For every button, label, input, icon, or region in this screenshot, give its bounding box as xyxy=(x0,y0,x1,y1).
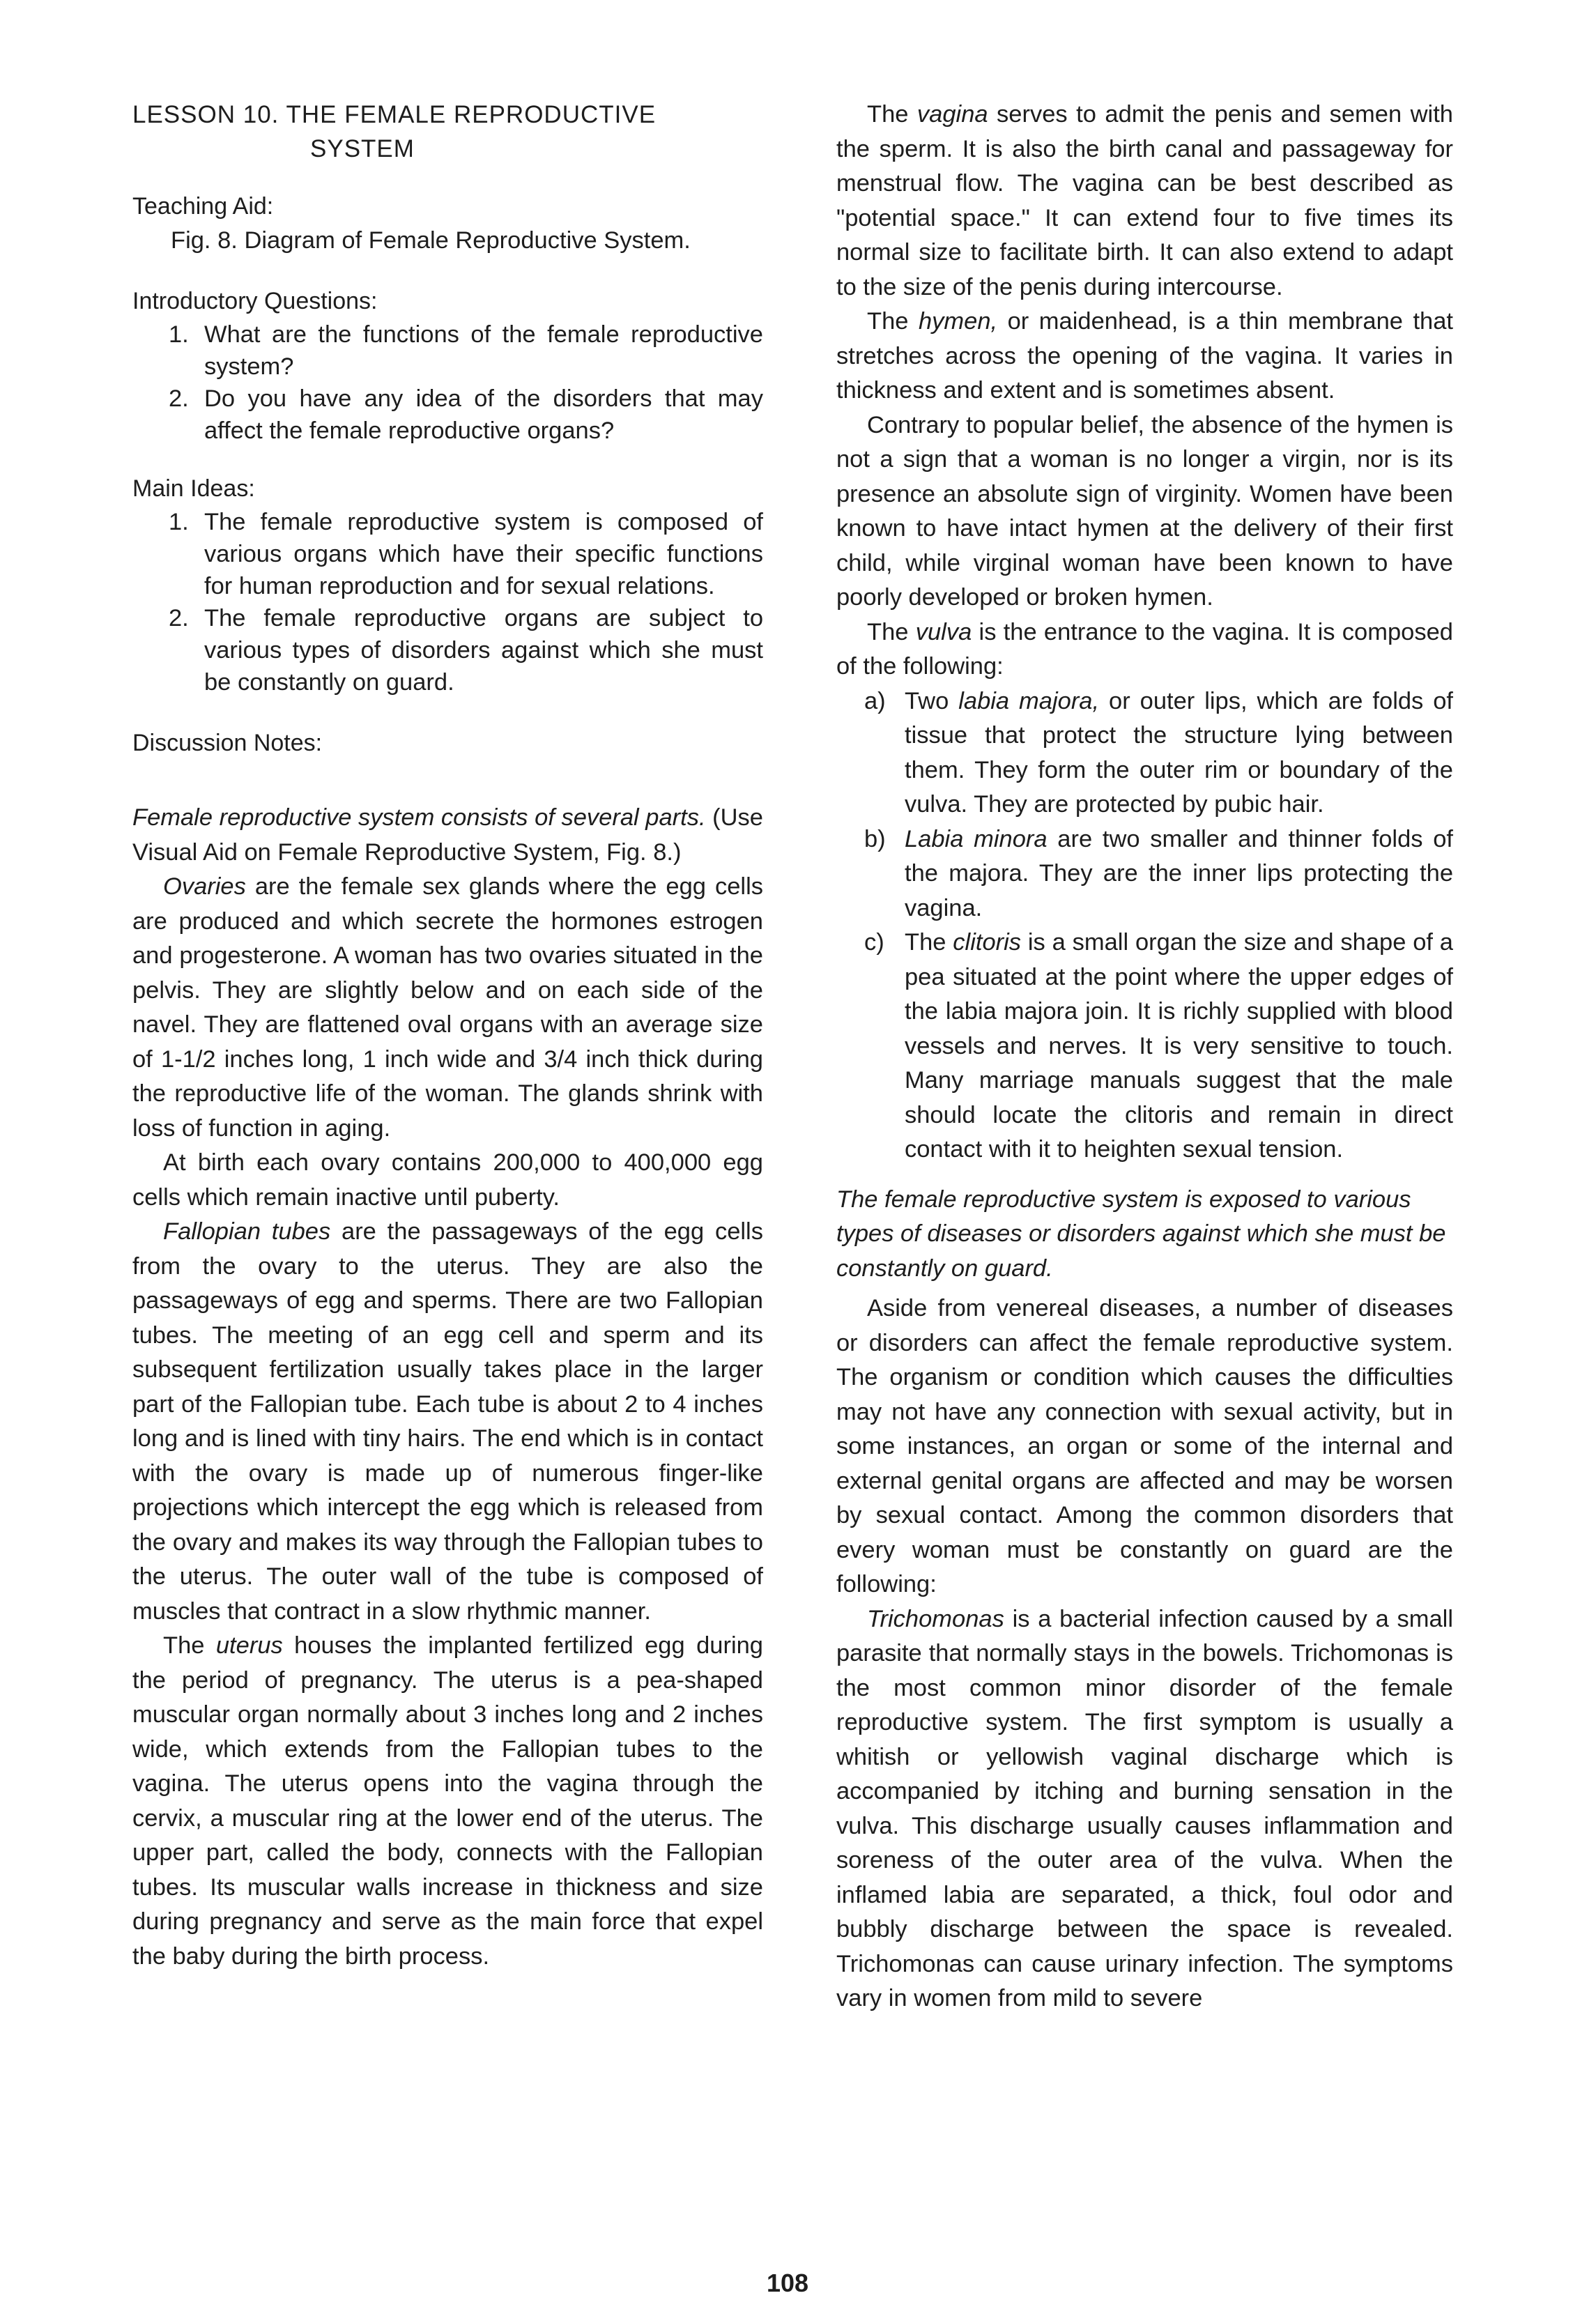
list-item: 2. The female reproductive organs are subject to various types of disorders against which she must be constantly on guard. xyxy=(169,605,763,696)
list-item: 1. The female reproductive system is composed of various organs which have their specific functions for human reproduction and for sexual relations. xyxy=(169,509,763,599)
disorders-heading: The female reproductive system is exposed to various types of diseases or disorders against which she must be constantly on guard. xyxy=(836,1186,1446,1282)
main-ideas-list xyxy=(132,506,763,698)
left-column xyxy=(132,98,763,1974)
teaching-aid-section xyxy=(132,190,763,258)
list-item: 1. What are the functions of the female reproductive system? xyxy=(169,321,763,380)
lesson-title-line1: LESSON 10. THE FEMALE REPRODUCTIVE xyxy=(132,101,657,128)
vulva-paragraph: The vulva is the entrance to the vagina. It is composed of the following: xyxy=(836,618,1453,680)
list-item: 2. Do you have any idea of the disorders that may affect the female reproductive organs? xyxy=(169,385,763,444)
main-ideas-label: Main Ideas: xyxy=(132,475,255,502)
disorders-paragraph: Aside from venereal diseases, a number of diseases or disorders can affect the female reproductive system. The organism or condition which causes the difficulties may not have any connection with sexual activity, but in some instances, an organ or some of the internal and external genital organs are affected and may be worsen by sexual contact. Among the common disorders that every woman must be constantly on guard are the following: xyxy=(836,1295,1453,1597)
page-number: 108 xyxy=(767,2269,809,2297)
trichomonas-paragraph: Trichomonas is a bacterial infection caused by a small parasite that normally stays in the bowels. Trichomonas is the most common minor disorder of the female reproductive system. The first symptom is usually a whitish or yellowish vaginal discharge which is accompanied by itching and burning sensation in the vulva. This discharge usually causes inflammation and soreness of the outer area of the vulva. When the inflamed labia are separated, a thick, foul odor and bubbly discharge between the space is revealed. Trichomonas can cause urinary infection. The symptoms vary in women from mild to severe xyxy=(836,1605,1453,2011)
introductory-questions-list xyxy=(132,319,763,447)
teaching-aid-label: Teaching Aid: xyxy=(132,193,274,220)
lesson-title xyxy=(132,98,763,166)
ovaries-paragraph: Ovaries are the female sex glands where the egg cells are produced and which secrete the hormones estrogen and progesterone. A woman has two ovaries situated in the pelvis. They are slightly below and on each side of the navel. They are flattened oval organs with an average size of 1-1/2 inches long, 1 inch wide and 3/4 inch thick during the reproductive life of the woman. The glands shrink with loss of function in aging. xyxy=(132,873,763,1142)
fallopian-paragraph: Fallopian tubes are the passageways of the egg cells from the ovary to the uterus. They are also the passageways of egg and sperms. There are two Fallopian tubes. The meeting of an egg cell and sperm and its subsequent fertilization usually takes place in the larger part of the Fallopian tube. Each tube is about 2 to 4 inches long and is lined with tiny hairs. The end which is in contact with the ovary is made up of numerous finger-like projections which intercept the egg which is released from the ovary and makes its way through the Fallopian tubes to the uterus. The outer wall of the tube is composed of muscles that contract in a slow rhythmic manner. xyxy=(132,1218,763,1625)
contrary-paragraph: Contrary to popular belief, the absence of the hymen is not a sign that a woman is no longer a virgin, nor is its presence an absolute sign of virginity. Women have been known to have intact hymen at the delivery of their first child, while virginal woman have been known to have poorly developed or broken hymen. xyxy=(836,411,1453,611)
main-ideas-section xyxy=(132,472,763,698)
introductory-questions-section xyxy=(132,284,763,447)
list-item: b) Labia minora are two smaller and thinner folds of the majora. They are the inner lips protecting the vagina. xyxy=(864,825,1454,921)
birth-paragraph: At birth each ovary contains 200,000 to 400,000 egg cells which remain inactive until puberty. xyxy=(132,1149,763,1211)
teaching-aid-item: Fig. 8. Diagram of Female Reproductive System. xyxy=(171,227,691,254)
hymen-paragraph: The hymen, or maidenhead, is a thin membrane that stretches across the opening of the vagina. It varies in thickness and extent and is sometimes absent. xyxy=(836,308,1453,404)
discussion-heading: Female reproductive system consists of several parts. (Use Visual Aid on Female Reproductive System, Fig. 8.) xyxy=(132,804,763,866)
discussion-notes-label: Discussion Notes: xyxy=(132,730,323,756)
right-column xyxy=(836,98,1453,2016)
list-item: c) The clitoris is a small organ the size and shape of a pea situated at the point where the upper edges of the labia majora join. It is richly supplied with blood vessels and nerves. It is very sensitive to touch. Many marriage manuals suggest that the male should locate the clitoris and remain in direct contact with it to heighten sexual tension. xyxy=(864,929,1453,1163)
lesson-title-line2: SYSTEM xyxy=(310,135,415,162)
vagina-paragraph: The vagina serves to admit the penis and semen with the sperm. It is also the birth canal and passageway for menstrual flow. The vagina can be best described as "potential space." It can extend four to five times its normal size to facilitate birth. It can also extend to adapt to the size of the penis during intercourse. xyxy=(836,101,1453,300)
vulva-parts-list xyxy=(836,684,1453,1167)
introductory-questions-label: Introductory Questions: xyxy=(132,288,378,314)
list-item: a) Two labia majora, or outer lips, which are folds of tissue that protect the structure lying between them. They form the outer rim or boundary of the vulva. They are protected by pubic hair. xyxy=(864,687,1453,818)
uterus-paragraph: The uterus houses the implanted fertilized egg during the period of pregnancy. The uterus is a pea-shaped muscular organ normally about 3 inches long and 2 inches wide, which extends from the Fallopian tubes to the vagina. The uterus opens into the vagina through the cervix, a muscular ring at the lower end of the uterus. The upper part, called the body, connects with the Fallopian tubes. Its muscular walls increase in thickness and size during pregnancy and serve as the main force that expel the baby during the birth process. xyxy=(132,1632,763,1970)
